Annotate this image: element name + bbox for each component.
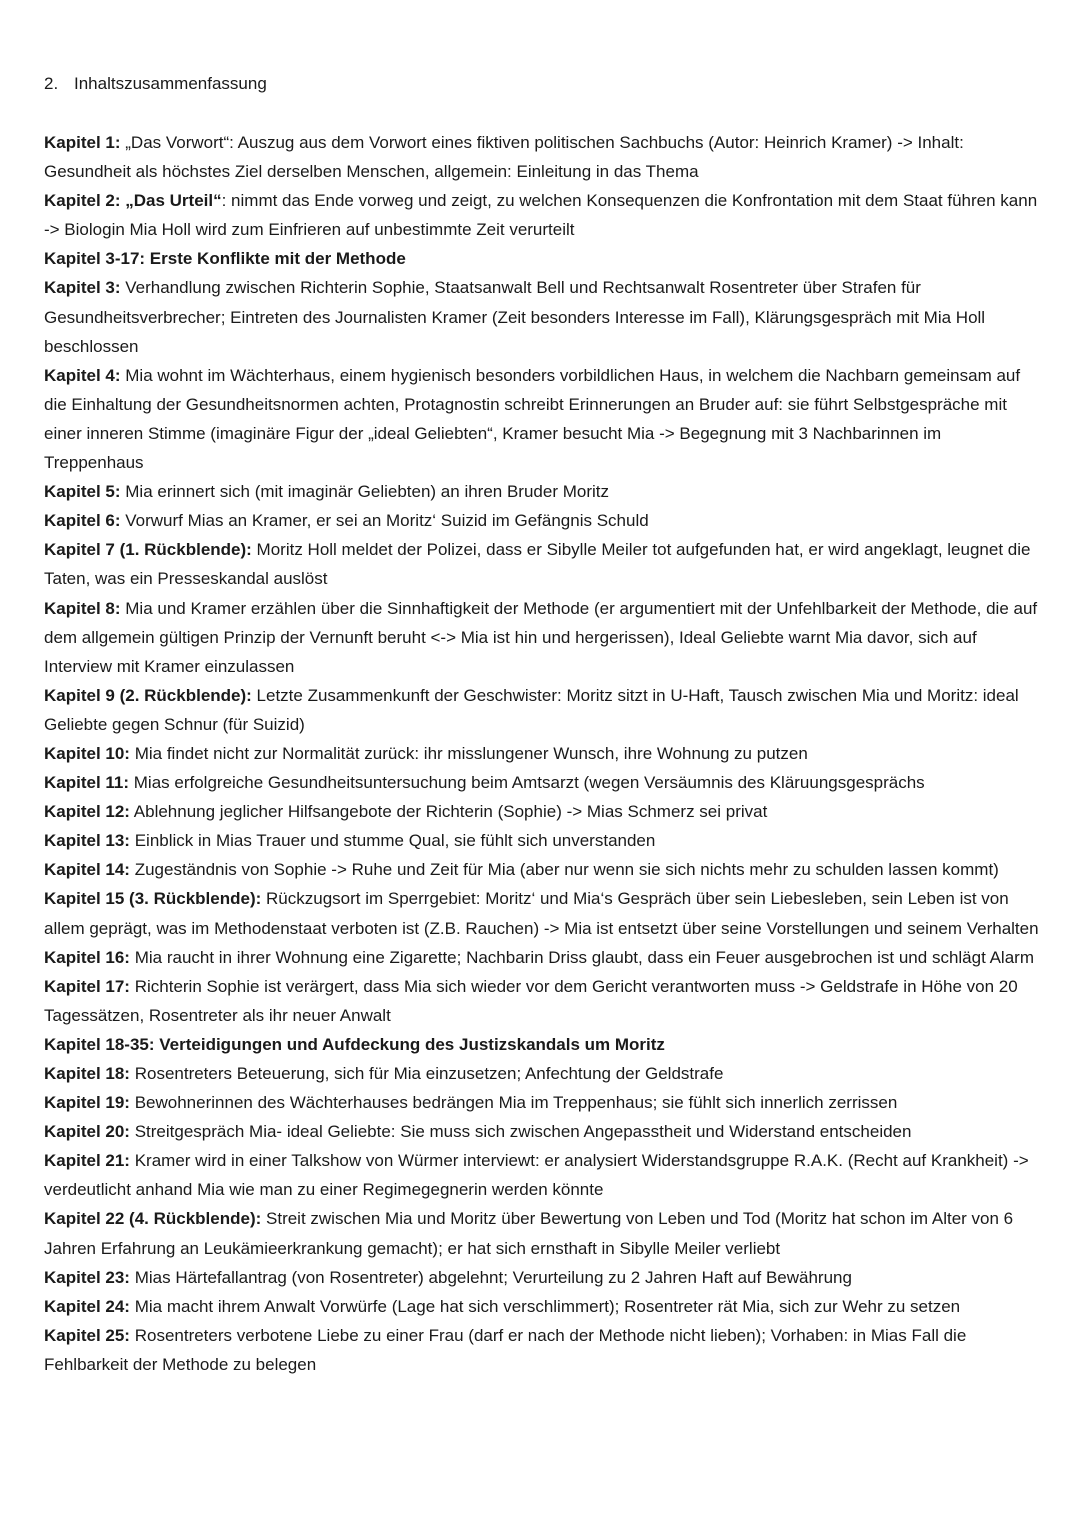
chapter-list: [44, 128, 1040, 1379]
chapter-text: Rosentreters verbotene Liebe zu einer Frau (darf er nach der Methode nicht lieben); Vorhaben: in Mias Fall die Fehlbarkeit der Methode zu belegen: [44, 1325, 967, 1374]
chapter-label: Kapitel 17:: [44, 976, 130, 996]
chapter-text: Mia raucht in ihrer Wohnung eine Zigarette; Nachbarin Driss glaubt, dass ein Feuer ausgebrochen ist und schlägt Alarm: [129, 947, 1034, 967]
section-heading-chapters: [44, 244, 1040, 273]
chapter-label: Kapitel 1:: [44, 133, 121, 152]
section-title: Inhaltszusammenfassung: [74, 74, 267, 93]
chapter-label: Kapitel 10:: [44, 743, 130, 763]
chapter-entry: [44, 273, 1040, 360]
chapter-label: Kapitel 16:: [44, 947, 130, 967]
chapter-entry: [44, 884, 1040, 942]
section-number: 2.: [44, 74, 59, 93]
chapter-label: Kapitel 5:: [44, 482, 121, 502]
chapter-text: Kramer wird in einer Talkshow von Würmer interviewt: er analysiert Widerstandsgruppe R.A.K. (Recht auf Krankheit) -> verdeutlicht anhand Mia wie man zu einer Regimegegnerin werden könnte: [44, 1151, 1029, 1200]
chapter-text: Mias erfolgreiche Gesundheitsuntersuchung beim Amtsarzt (wegen Versäumnis des Kläruungsgesprächs: [129, 773, 925, 793]
chapter-text: : nimmt das Ende vorweg und zeigt, zu welchen Konsequenzen die Konfrontation mit dem Staat führen kann -> Biologin Mia Holl wird zum Einfrieren auf unbestimmte Zeit verurteilt: [44, 191, 1038, 240]
chapter-label: Kapitel 13:: [44, 831, 130, 851]
chapter-entry: [44, 797, 1040, 826]
chapter-entry: [44, 972, 1040, 1030]
chapter-entry: [44, 186, 1040, 244]
chapter-text: Verhandlung zwischen Richterin Sophie, Staatsanwalt Bell und Rechtsanwalt Rosentreter über Strafen für Gesundheitsverbrecher; Eintreten des Journalisten Kramer (Zeit besonders Interesse im Fall), Klärungsgespräch mit Mia Holl beschlossen: [44, 278, 986, 356]
chapter-label: Kapitel 21:: [44, 1151, 130, 1171]
chapter-text: Letzte Zusammenkunft der Geschwister: Moritz sitzt in U-Haft, Tausch zwischen Mia und Moritz: ideal Geliebte gegen Schnur (für Suizid): [44, 685, 1019, 734]
chapter-label: Kapitel 14:: [44, 860, 130, 880]
chapter-entry: [44, 855, 1040, 884]
chapter-label: Kapitel 24:: [44, 1296, 130, 1316]
chapter-text: Mia wohnt im Wächterhaus, einem hygienisch besonders vorbildlichen Haus, in welchem die Nachbarn gemeinsam auf die Einhaltung der Gesundheitsnormen achten, Protagnostin schreibt Erinnerungen an Bruder auf: sie führt Selbstgespräche mit einer inneren Stimme (imaginäre Figur der „ideal Geliebten“, Kramer besucht Mia -> Begegnung mit 3 Nachbarinnen im Treppenhaus: [44, 365, 1021, 473]
chapter-text: Einblick in Mias Trauer und stumme Qual, sie fühlt sich unverstanden: [129, 831, 656, 851]
chapter-entry: [44, 768, 1040, 797]
chapter-text: „Das Vorwort“: Auszug aus dem Vorwort eines fiktiven politischen Sachbuchs (Autor: Heinrich Kramer) -> Inhalt: Gesundheit als höchstes Ziel derselben Menschen, allgemein: Einleitung in das Thema: [44, 133, 964, 182]
chapter-entry: [44, 477, 1040, 506]
chapter-label: Kapitel 4:: [44, 365, 121, 385]
chapter-entry: [44, 506, 1040, 535]
chapter-label: Kapitel 3-17: Erste Konflikte mit der Methode: [44, 249, 406, 269]
chapter-entry: [44, 1263, 1040, 1292]
chapter-text: Zugeständnis von Sophie -> Ruhe und Zeit für Mia (aber nur wenn sie sich nichts mehr zu schulden lassen kommt): [129, 860, 999, 880]
chapter-label: Kapitel 18-35: Verteidigungen und Aufdeckung des Justizskandals um Moritz: [44, 1034, 665, 1054]
chapter-label: Kapitel 11:: [44, 773, 130, 793]
chapter-text: Mia macht ihrem Anwalt Vorwürfe (Lage hat sich verschlimmert); Rosentreter rät Mia, sich zur Wehr zu setzen: [129, 1296, 961, 1316]
chapter-text: Moritz Holl meldet der Polizei, dass er Sibylle Meiler tot aufgefunden hat, er wird angeklagt, leugnet die Taten, was ein Presseskandal auslöst: [44, 540, 1031, 589]
chapter-label: Kapitel 25:: [44, 1325, 130, 1345]
section-heading-chapters: [44, 1030, 1040, 1059]
chapter-label: Kapitel 19:: [44, 1093, 130, 1113]
chapter-label: Kapitel 12:: [44, 802, 130, 822]
chapter-text: Rückzugsort im Sperrgebiet: Moritz‘ und Mia‘s Gespräch über sein Liebesleben, sein Leben ist von allem geprägt, was im Methodenstaat verboten ist (Z.B. Rauchen) -> Mia ist entsetzt über seine Vorstellungen und seinem Verhalten: [44, 889, 1039, 938]
chapter-entry: [44, 826, 1040, 855]
chapter-entry: [44, 594, 1040, 681]
chapter-text: Mia erinnert sich (mit imaginär Geliebten) an ihren Bruder Moritz: [120, 482, 609, 502]
chapter-text: Richterin Sophie ist verärgert, dass Mia sich wieder vor dem Gericht verantworten muss -> Geldstrafe in Höhe von 20 Tagessätzen, Rosentreter als ihr neuer Anwalt: [44, 976, 1018, 1025]
chapter-label: Kapitel 3:: [44, 278, 121, 298]
chapter-text: Streit zwischen Mia und Moritz über Bewertung von Leben und Tod (Moritz hat schon im Alter von 6 Jahren Erfahrung an Leukämieerkrankung gemacht); er hat sich ernsthaft in Sibylle Meiler verliebt: [44, 1209, 1014, 1258]
chapter-entry: [44, 1204, 1040, 1262]
chapter-label: Kapitel 2: „Das Urteil“: [44, 191, 222, 211]
chapter-text: Mia und Kramer erzählen über die Sinnhaftigkeit der Methode (er argumentiert mit der Unfehlbarkeit der Methode, die auf dem allgemein gültigen Prinzip der Vernunft beruht <-> Mia ist hin und hergerissen), Ideal Geliebte warnt Mia davor, sich auf Interview mit Kramer einzulassen: [44, 598, 1038, 676]
chapter-entry: [44, 128, 1040, 186]
chapter-entry: [44, 1146, 1040, 1204]
chapter-text: Vorwurf Mias an Kramer, er sei an Moritz‘ Suizid im Gefängnis Schuld: [120, 511, 649, 531]
chapter-entry: [44, 943, 1040, 972]
chapter-label: Kapitel 20:: [44, 1122, 130, 1142]
chapter-label: Kapitel 23:: [44, 1267, 130, 1287]
chapter-entry: [44, 1059, 1040, 1088]
chapter-text: Ablehnung jeglicher Hilfsangebote der Richterin (Sophie) -> Mias Schmerz sei privat: [129, 802, 768, 822]
chapter-entry: [44, 1088, 1040, 1117]
chapter-text: Bewohnerinnen des Wächterhauses bedrängen Mia im Treppenhaus; sie fühlt sich innerlich zerrissen: [129, 1093, 898, 1113]
chapter-label: Kapitel 22 (4. Rückblende):: [44, 1209, 262, 1229]
chapter-entry: [44, 1292, 1040, 1321]
chapter-text: Mia findet nicht zur Normalität zurück: ihr misslungener Wunsch, ihre Wohnung zu putzen: [129, 743, 808, 763]
chapter-entry: [44, 681, 1040, 739]
chapter-text: Rosentreters Beteuerung, sich für Mia einzusetzen; Anfechtung der Geldstrafe: [129, 1064, 724, 1083]
chapter-label: Kapitel 15 (3. Rückblende):: [44, 889, 262, 909]
chapter-entry: [44, 739, 1040, 768]
chapter-entry: [44, 361, 1040, 477]
chapter-label: Kapitel 6:: [44, 511, 121, 531]
chapter-label: Kapitel 8:: [44, 598, 121, 618]
chapter-entry: [44, 1321, 1040, 1379]
chapter-label: Kapitel 9 (2. Rückblende):: [44, 685, 252, 705]
chapter-label: Kapitel 18:: [44, 1064, 130, 1083]
chapter-text: Streitgespräch Mia- ideal Geliebte: Sie muss sich zwischen Angepasstheit und Widerstand entscheiden: [129, 1122, 912, 1142]
section-heading: [44, 72, 267, 96]
chapter-entry: [44, 535, 1040, 593]
chapter-entry: [44, 1117, 1040, 1146]
chapter-label: Kapitel 7 (1. Rückblende):: [44, 540, 252, 560]
chapter-text: Mias Härtefallantrag (von Rosentreter) abgelehnt; Verurteilung zu 2 Jahren Haft auf Bewährung: [129, 1267, 852, 1287]
